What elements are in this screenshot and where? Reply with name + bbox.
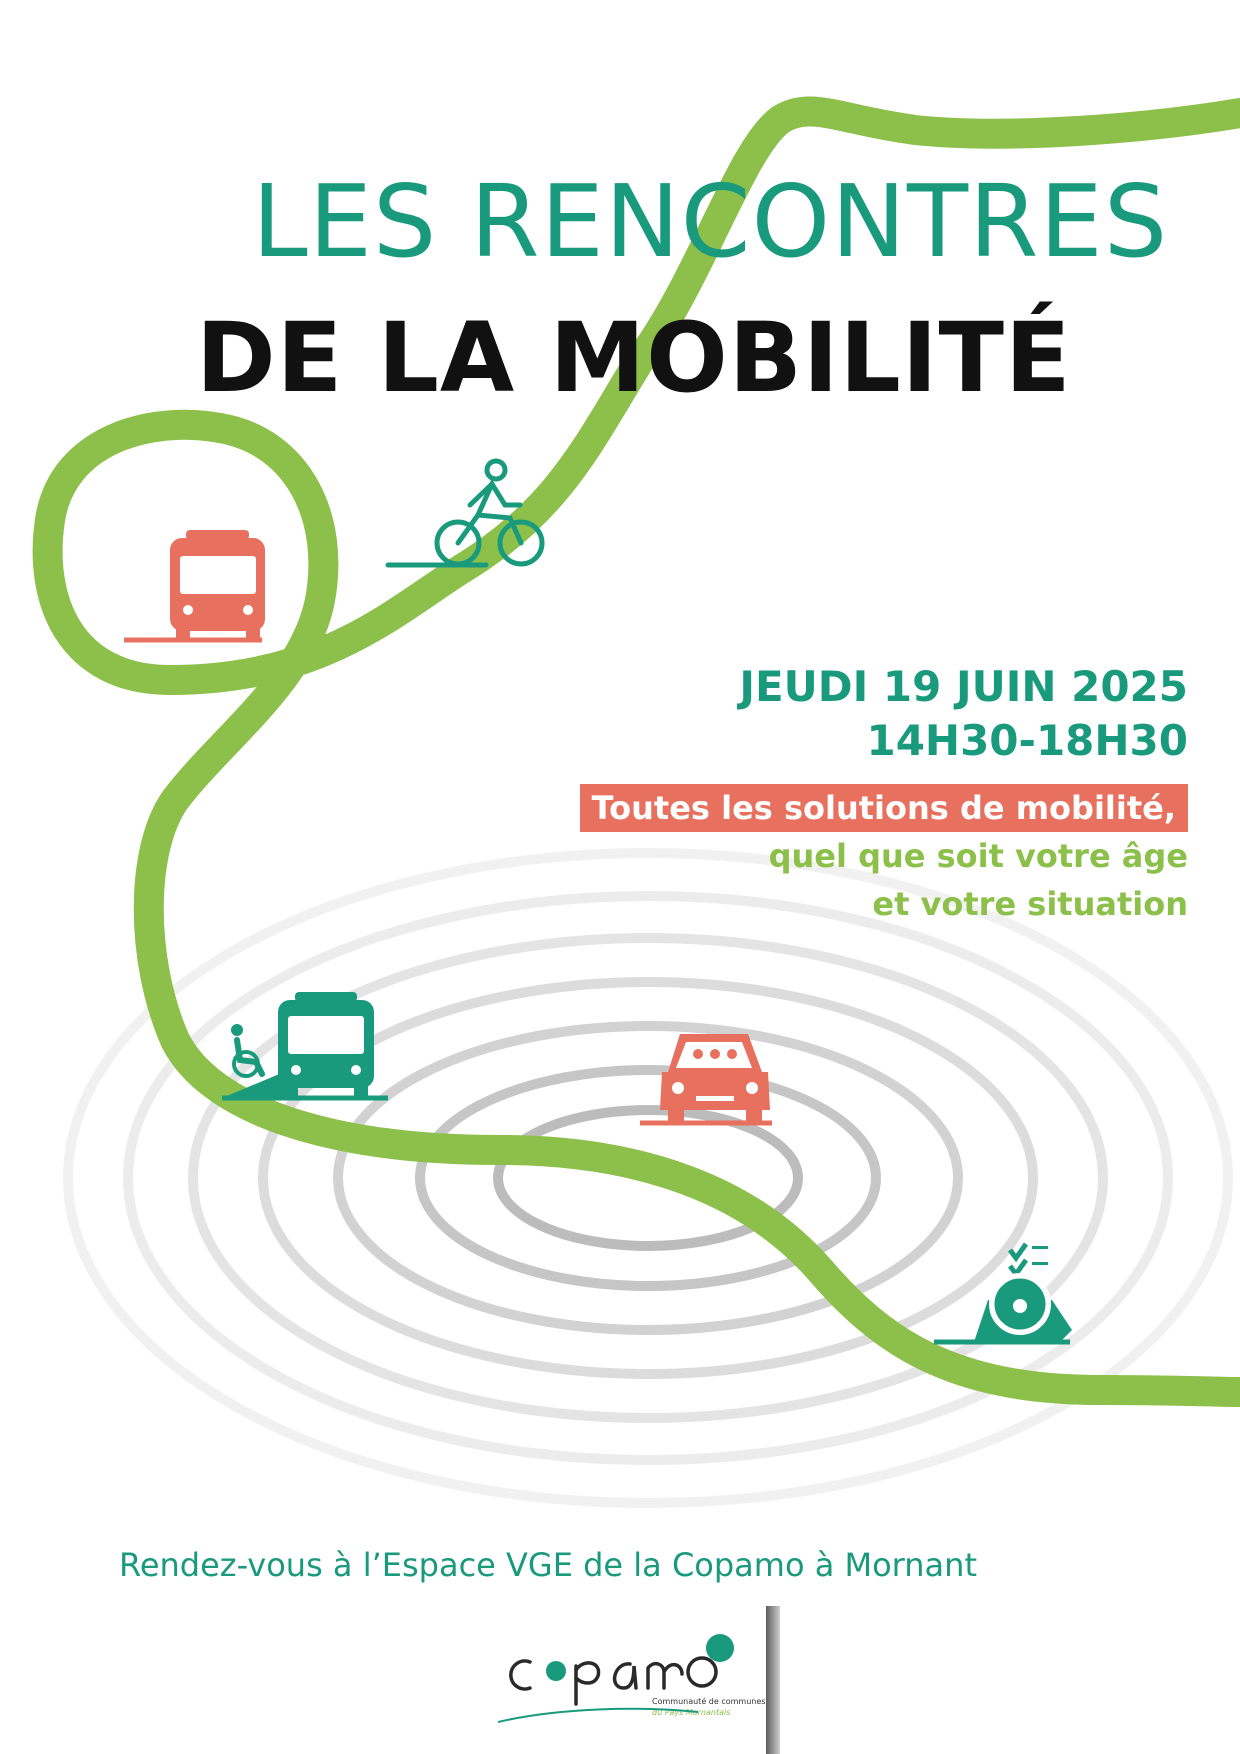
event-time: 14H30-18H30 [866, 716, 1188, 765]
logo-subtitle-2: du Pays Mornantais [652, 1708, 731, 1717]
logo-subtitle-1: Communauté de communes [652, 1697, 766, 1706]
title-line-1: LES RENCONTRES [252, 163, 1169, 280]
event-info [488, 660, 1188, 928]
bus-icon [124, 530, 265, 640]
tagline-line-3: et votre situation [872, 885, 1188, 923]
event-date: JEUDI 19 JUIN 2025 [739, 662, 1188, 711]
venue-text: Rendez-vous à l’Espace VGE de la Copamo à Mornant [119, 1546, 977, 1584]
wheelchair-bus-icon [222, 992, 388, 1098]
copamo-logo [498, 1608, 778, 1754]
tagline-line-2: quel que soit votre âge [768, 837, 1188, 875]
tagline-highlight: Toutes les solutions de mobilité, [580, 784, 1188, 832]
title-line-2: DE LA MOBILITÉ [196, 302, 1072, 414]
